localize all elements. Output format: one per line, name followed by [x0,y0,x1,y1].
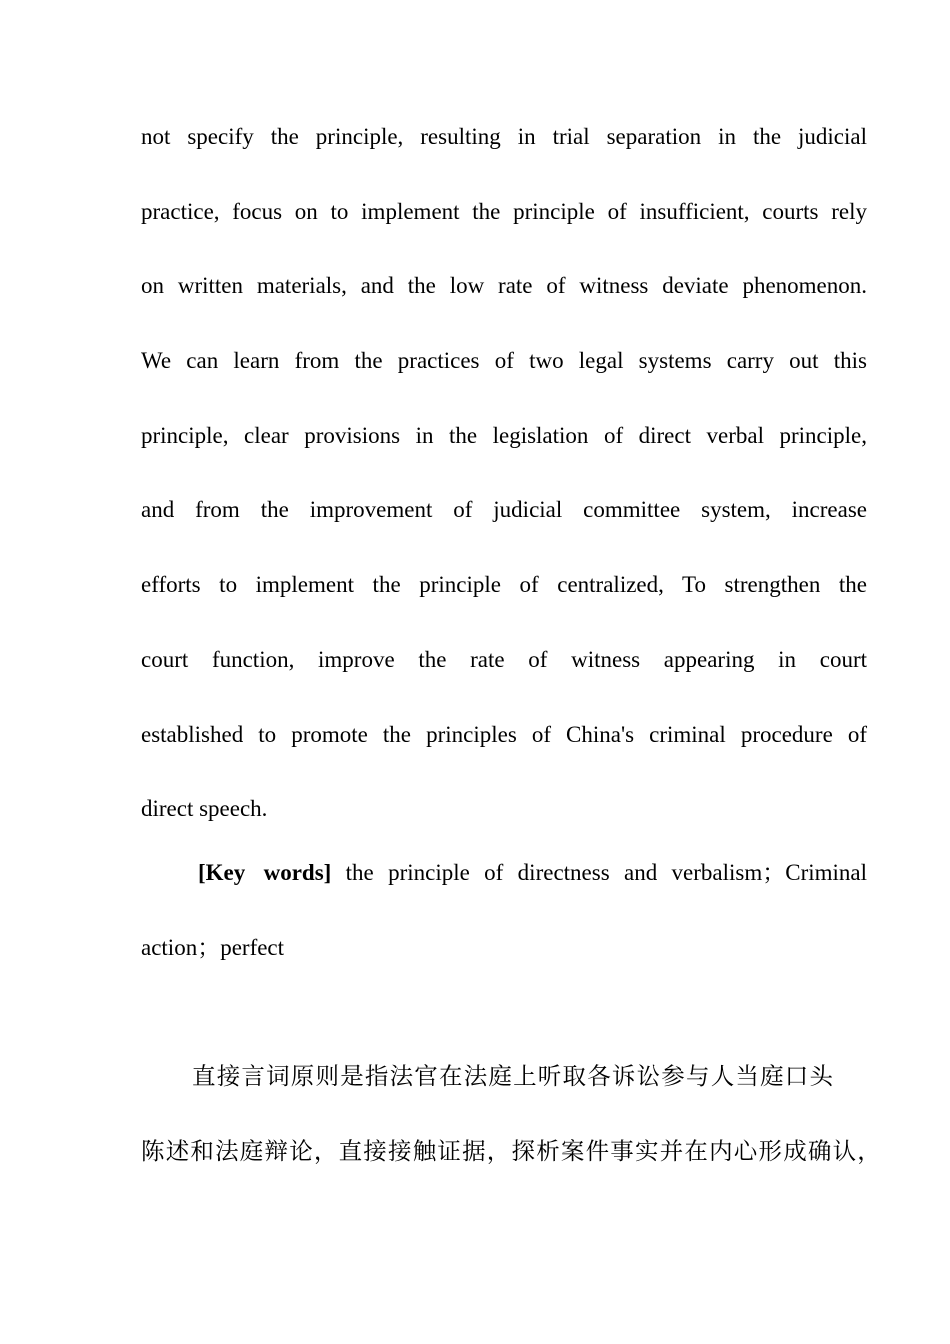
keywords-line-continued: action；perfect [141,934,285,960]
abstract-line: We can learn from the practices of two legal systems carry out this [141,348,867,374]
abstract-line: principle, clear provisions in the legislation of direct verbal principle, [141,422,867,448]
abstract-paragraph [141,111,867,858]
chinese-body-paragraph [141,1050,882,1199]
abstract-line: established to promote the principles of China's criminal procedure of [141,721,867,747]
keywords-text: the principle of directness and verbalism；Criminal [331,860,867,885]
keywords-line [141,847,867,922]
body-line: 陈述和法庭辩论，直接接触证据，探析案件事实并在内心形成确认， [141,1136,882,1165]
keywords-label: [Key words] [198,860,332,885]
abstract-line: direct speech. [141,796,268,822]
abstract-line: and from the improvement of judicial committee system, increase [141,497,867,523]
abstract-line: efforts to implement the principle of centralized, To strengthen the [141,572,867,598]
abstract-line: court function, improve the rate of witness appearing in court [141,646,867,672]
abstract-line: on written materials, and the low rate of witness deviate phenomenon. [141,273,867,299]
abstract-line: not specify the principle, resulting in trial separation in the judicial [141,124,867,149]
body-line: 直接言词原则是指法官在法庭上听取各诉讼参与人当庭口头 [192,1062,835,1090]
keywords-paragraph [141,847,867,996]
abstract-line: practice, focus on to implement the principle of insufficient, courts rely [141,198,867,224]
